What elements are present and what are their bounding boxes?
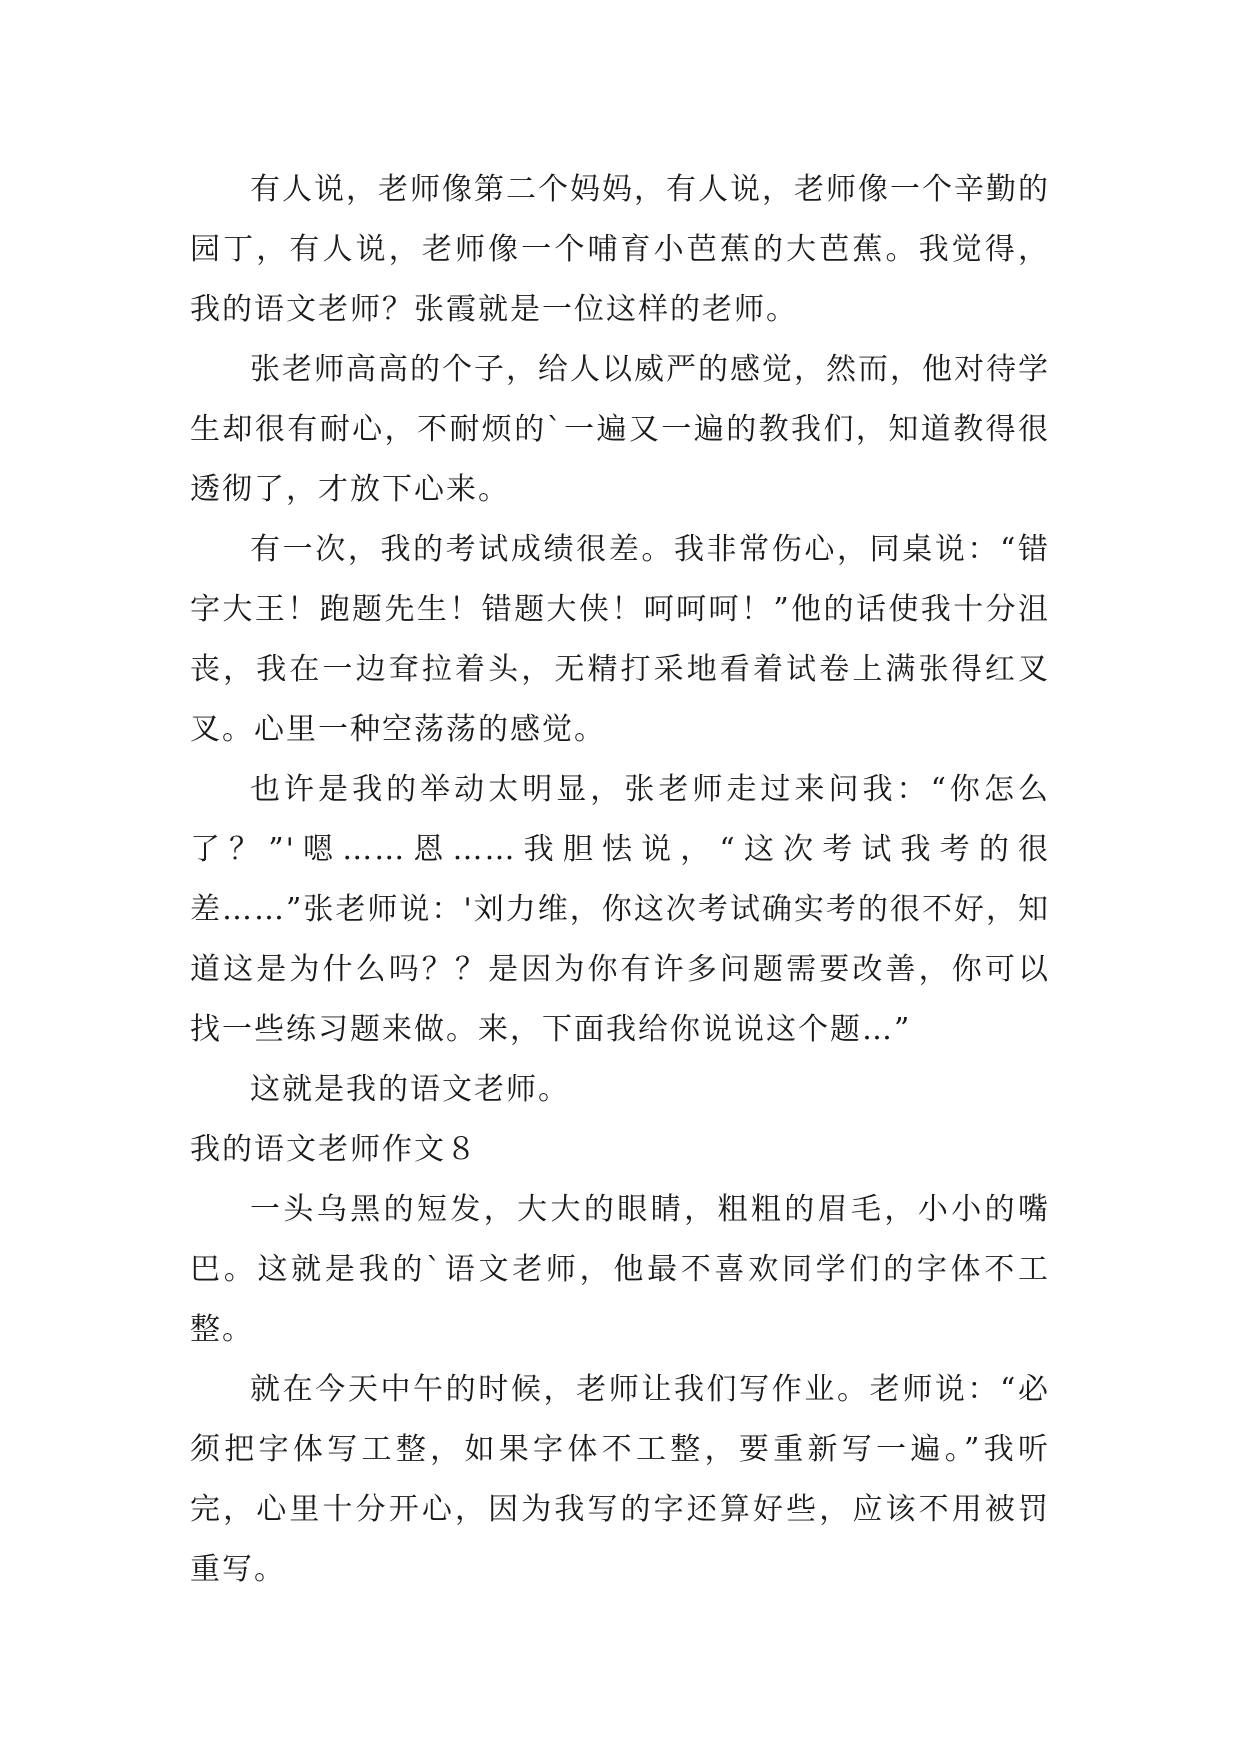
paragraph: 张老师高高的个子，给人以威严的感觉，然而，他对待学生却很有耐心，不耐烦的`一遍又一遍的教我们，知道教得很透彻了，才放下心来。 [190, 352, 1050, 507]
paragraph: 也许是我的举动太明显，张老师走过来问我：“你怎么了？”'嗯……恩……我胆怯说，“这次考试我考的很差……”张老师说：'刘力维，你这次考试确实考的很不好，知道这是为什么吗？？是因为你有许多问题需要改善，你可以找一些练习题来做。来，下面我给你说说这个题…” [190, 772, 1050, 1047]
paragraph: 有一次，我的考试成绩很差。我非常伤心，同桌说：“错字大王！跑题先生！错题大侠！呵呵呵！”他的话使我十分沮丧，我在一边耷拉着头，无精打采地看着试卷上满张得红叉叉。心里一种空荡荡的感觉。 [190, 532, 1050, 747]
paragraph: 有人说，老师像第二个妈妈，有人说，老师像一个辛勤的园丁，有人说，老师像一个哺育小芭蕉的大芭蕉。我觉得，我的语文老师？张霞就是一位这样的老师。 [190, 172, 1050, 327]
section-title: 我的语文老师作文８ [190, 1132, 478, 1167]
paragraph: 就在今天中午的时候，老师让我们写作业。老师说：“必须把字体写工整，如果字体不工整，要重新写一遍。”我听完，心里十分开心，因为我写的字还算好些，应该不用被罚重写。 [190, 1372, 1050, 1587]
paragraph: 这就是我的语文老师。 [250, 1072, 570, 1107]
document-page [190, 160, 1050, 1600]
paragraph: 一头乌黑的短发，大大的眼睛，粗粗的眉毛，小小的嘴巴。这就是我的`语文老师，他最不喜欢同学们的字体不工整。 [190, 1192, 1050, 1347]
